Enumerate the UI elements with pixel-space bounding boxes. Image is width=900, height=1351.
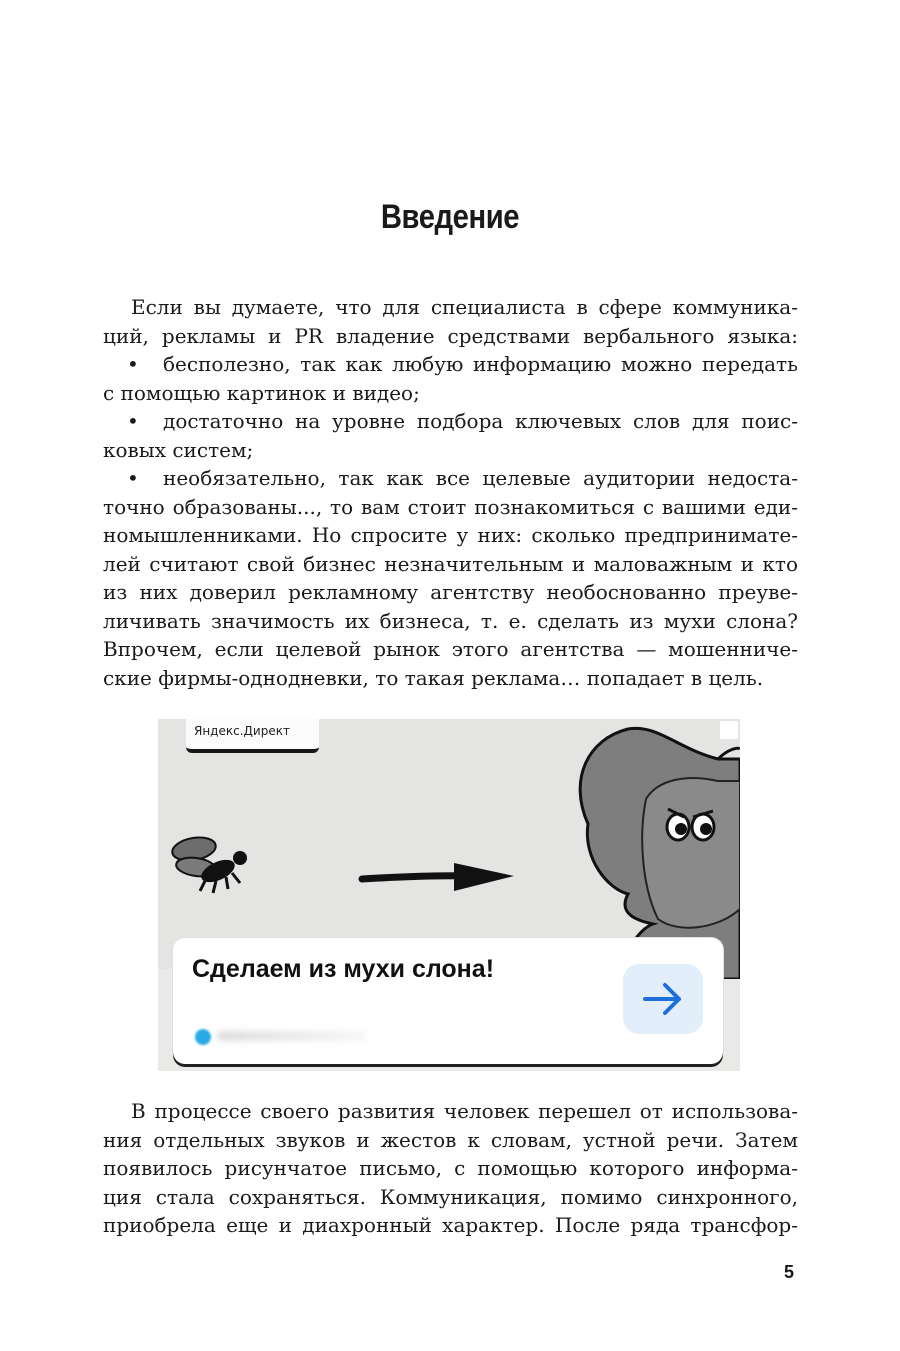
text-line: появилось рисунчатое письмо, с помощью которого информа- — [103, 1156, 798, 1180]
text-line: точно образованы..., то вам стоит познакомиться с вашими еди- — [103, 494, 798, 519]
text-line: В процессе своего развития человек перешел от использова- — [131, 1099, 798, 1123]
page-number: 5 — [784, 1262, 795, 1282]
chapter-title: Введение — [380, 198, 520, 236]
bullet-line — [103, 350, 798, 379]
go-button[interactable] — [623, 964, 703, 1034]
text-line: из них доверил рекламному агентству необоснованно преуве- — [103, 580, 798, 604]
text-line: лей считают свой бизнес незначительным и маловажным и кто — [103, 551, 798, 576]
fly-drawing — [170, 834, 247, 893]
text-line: с помощью картинок и видео; — [103, 380, 420, 405]
ad-headline: Сделаем из мухи слона! — [192, 955, 495, 983]
bullet-text: необязательно, так как все целевые аудитории недоста- — [163, 466, 798, 490]
bullet-text: достаточно на уровне подбора ключевых слов для поис- — [163, 409, 798, 433]
intro-paragraph — [103, 293, 798, 692]
ad-figure — [158, 719, 740, 1071]
blurred-domain — [217, 1031, 367, 1041]
corner-box — [720, 721, 738, 739]
text-line: ция стала сохраняться. Коммуникация, помимо синхронного, — [103, 1184, 798, 1209]
bullet-line — [103, 464, 798, 493]
bullet-text: бесполезно, так как любую информацию можно передать — [163, 352, 798, 376]
text-line: ций, рекламы и PR владение средствами вербального языка: — [103, 323, 798, 348]
site-favicon — [195, 1029, 211, 1045]
text-line: Если вы думаете, что для специалиста в сфере коммуника- — [131, 295, 798, 319]
arrow-drawing — [362, 863, 514, 891]
text-line: номышленниками. Но спросите у них: сколько предпринимате- — [103, 523, 798, 547]
body-paragraph — [103, 1097, 798, 1240]
text-line: ские фирмы-однодневки, то такая реклама… попадает в цель. — [103, 665, 764, 690]
text-line: приобрела еще и диахронный характер. После ряда трансфор- — [103, 1213, 798, 1237]
bullet-line — [103, 407, 798, 436]
text-line: Впрочем, если целевой рынок этого агентства — мошенниче- — [103, 637, 798, 661]
text-line: ния отдельных звуков и жестов к словам, устной речи. Затем — [103, 1127, 798, 1152]
ad-source-badge: Яндекс.Директ — [186, 719, 319, 753]
arrow-right-icon — [641, 979, 685, 1019]
text-line: личивать значимость их бизнеса, т. е. сделать из мухи слона? — [103, 608, 798, 633]
text-line: ковых систем; — [103, 437, 254, 462]
ad-card[interactable] — [173, 938, 723, 1064]
